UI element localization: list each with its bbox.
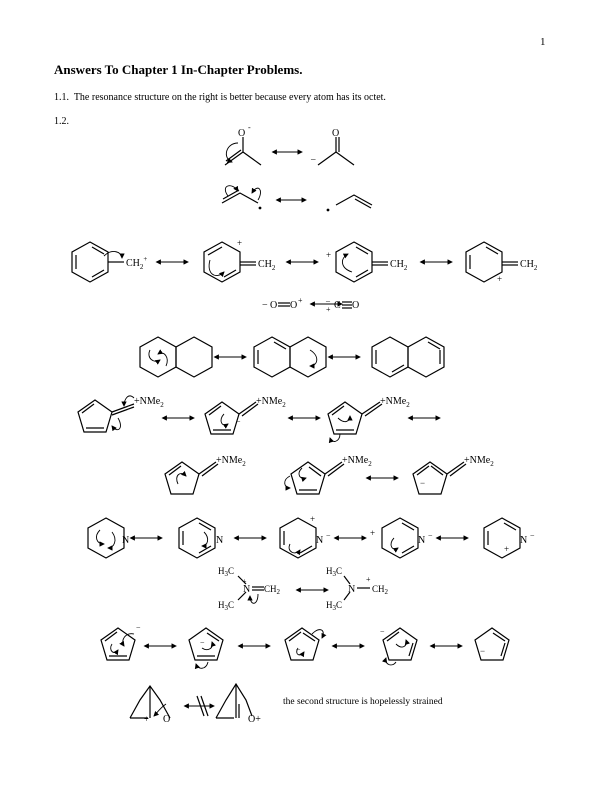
svg-text:+: + xyxy=(497,274,503,284)
cyclopentadienyl-5 xyxy=(475,628,509,660)
svg-text:−: − xyxy=(420,478,426,488)
svg-text:O: O xyxy=(290,300,298,311)
benzyl-cation-4 xyxy=(466,242,538,284)
pyridine-5 xyxy=(484,518,535,558)
page-title: Answers To Chapter 1 In-Chapter Problems. xyxy=(54,62,303,77)
carbon-monoxide-left xyxy=(262,296,303,311)
svg-text:O: O xyxy=(352,300,360,311)
benzyl-cation-2 xyxy=(204,238,276,282)
aminofulvene-5 xyxy=(285,455,372,494)
svg-text:CH2: $CH_2$ xyxy=(390,259,408,272)
svg-text:+: + xyxy=(298,296,303,305)
svg-text:+NMe2: +NMe$_2$ xyxy=(216,455,246,468)
cyclopentadienyl-4 xyxy=(380,627,417,665)
pyridine-2 xyxy=(179,518,223,558)
svg-text:CH2: $CH_2$ xyxy=(372,584,389,596)
svg-text:H3C: $H_3C$ xyxy=(218,600,235,612)
minus-charge: – xyxy=(311,154,316,164)
bicyclic-oxonium xyxy=(216,684,261,725)
pyridine-1 xyxy=(88,518,129,558)
svg-text:H3C: $H_3C$ xyxy=(326,600,343,612)
answer-number: 1.1. xyxy=(54,92,69,103)
svg-text:N: N xyxy=(122,535,130,546)
svg-text:+NMe2: +NMe$_2$ xyxy=(464,455,494,468)
svg-text:−: − xyxy=(530,531,535,540)
svg-text:N: N xyxy=(243,584,251,595)
naphthalene-2 xyxy=(254,337,326,377)
svg-text:+: + xyxy=(370,528,376,538)
svg-text:O: O xyxy=(163,714,171,725)
svg-text:+: + xyxy=(326,250,332,260)
ch2-label: $CH_2^+$ xyxy=(126,255,148,271)
svg-text:+: + xyxy=(366,575,371,584)
svg-text:O+: O+ xyxy=(248,714,261,725)
iminium-right xyxy=(326,566,389,612)
svg-text:CH2: $CH_2$ xyxy=(520,259,538,272)
aminofulvene-4 xyxy=(165,455,246,494)
pyridine-3 xyxy=(280,514,331,558)
svg-text:+: + xyxy=(242,577,247,586)
svg-text:+: + xyxy=(326,305,331,314)
svg-text:−: − xyxy=(236,417,241,426)
svg-text:+: + xyxy=(504,544,510,554)
svg-text:+NMe2: +NMe$_2$ xyxy=(256,396,286,409)
carbon-monoxide-right xyxy=(325,296,359,314)
answer-number: 1.2. xyxy=(54,116,69,127)
cyclopentadienyl-3 xyxy=(285,628,323,660)
enolate-structure-left xyxy=(225,123,261,165)
oxygen-label: O xyxy=(238,128,246,139)
svg-text:C: C xyxy=(334,300,341,311)
svg-text:−: − xyxy=(326,531,331,540)
svg-text:−: − xyxy=(262,300,268,311)
svg-text:N: N xyxy=(348,584,356,595)
svg-text:N: N xyxy=(316,535,324,546)
pyridine-4 xyxy=(370,518,433,558)
aminofulvene-3 xyxy=(328,396,410,441)
svg-text:−: − xyxy=(480,646,486,656)
svg-text:+: + xyxy=(310,514,316,524)
strain-note: the second structure is hopelessly strained xyxy=(283,697,443,707)
allyl-radical-right xyxy=(327,195,372,211)
bicyclic-carbocation xyxy=(130,686,170,725)
svg-text:+NMe2: +NMe$_2$ xyxy=(134,396,164,409)
svg-text:N: N xyxy=(520,535,528,546)
page-number: 1 xyxy=(540,36,546,48)
iminium-left xyxy=(218,566,281,612)
aminofulvene-1 xyxy=(78,396,164,432)
cyclopentadienyl-2 xyxy=(189,628,223,668)
svg-text:N: N xyxy=(216,535,224,546)
answer-text: The resonance structure on the right is better because every atom has its octet. xyxy=(73,92,386,103)
aminofulvene-2 xyxy=(205,396,286,434)
allyl-radical-left xyxy=(222,186,261,210)
svg-text:−: − xyxy=(380,627,385,636)
naphthalene-3 xyxy=(372,337,444,377)
enolate-structure-right xyxy=(310,128,354,165)
svg-text:−: − xyxy=(200,638,205,647)
svg-text:O: O xyxy=(270,300,278,311)
svg-text:N: N xyxy=(418,535,426,546)
benzyl-cation-3 xyxy=(326,242,408,282)
aminofulvene-6 xyxy=(413,455,494,494)
svg-text:CH2: $CH_2$ xyxy=(264,584,281,596)
minus-charge: - xyxy=(248,123,251,132)
svg-text:H3C: $H_3C$ xyxy=(218,566,235,578)
naphthalene-1 xyxy=(140,337,212,377)
svg-text:−: − xyxy=(296,645,301,654)
oxygen-label: O xyxy=(332,128,340,139)
svg-text:H3C: $H_3C$ xyxy=(326,566,343,578)
svg-text:−: − xyxy=(428,531,433,540)
svg-text:–: – xyxy=(326,296,330,305)
cyclopentadienyl-1 xyxy=(101,623,141,660)
svg-text:+NMe2: +NMe$_2$ xyxy=(342,455,372,468)
svg-text:+: + xyxy=(144,714,150,724)
svg-text:+: + xyxy=(237,238,243,248)
svg-text:CH2: $CH_2$ xyxy=(258,259,276,272)
benzyl-cation-1 xyxy=(72,242,147,282)
svg-text:+NMe2: +NMe$_2$ xyxy=(380,396,410,409)
svg-text:−: − xyxy=(136,623,141,632)
